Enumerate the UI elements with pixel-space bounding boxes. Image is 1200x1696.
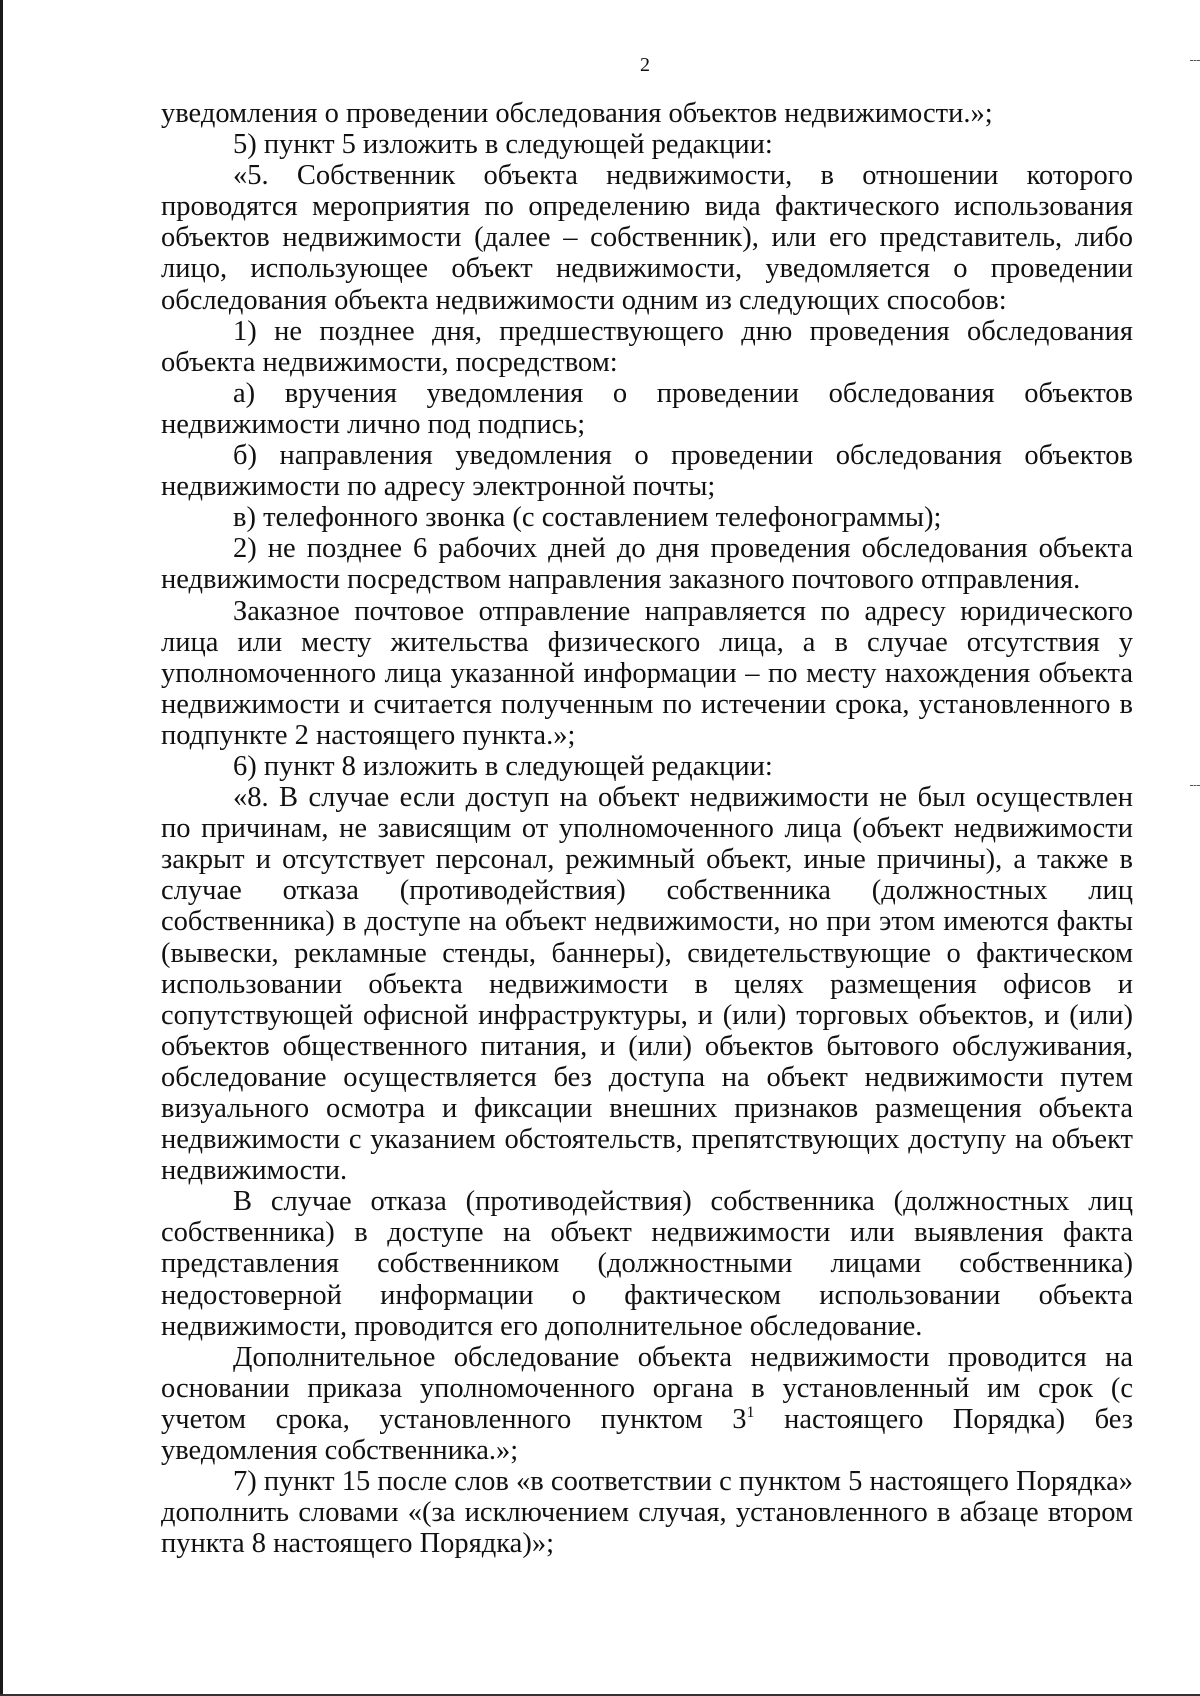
paragraph-7: в) телефонного звонка (с составлением телефонограммы); (233, 502, 942, 534)
paragraph-4: 1) не позднее дня, предшествующего дню проведения обследования объекта недвижимости, посредством: (161, 315, 1133, 378)
paragraph-6: б) направления уведомления о проведении обследования объектов недвижимости по адресу электронной почты; (161, 440, 1133, 503)
paragraph-2: 5) пункт 5 изложить в следующей редакции: (233, 129, 773, 161)
paragraph-11: «8. В случае если доступ на объект недвижимости не был осуществлен по причинам, не зависящим от уполномоченного лица (объект недвижимости закрыт и отсутствует персонал, режимный объект, иные причины), а также в случае отказа (противодействия) собственника (должностных лиц собственника) в доступе на объект недвижимости, но при этом имеются факты (вывески, рекламные стенды, баннеры), свидетельствующие о фактическом использовании объекта недвижимости в целях размещения офисов и сопутствующей офисной инфраструктуры, и (или) торговых объектов, и (или) объектов общественного питания, и (или) объектов бытового обслуживания, обследование осуществляется без доступа на объект недвижимости путем визуального осмотра и фиксации внешних признаков размещения объекта недвижимости с указанием обстоятельств, препятствующих доступу на объект недвижимости. (161, 782, 1133, 1187)
paragraph-14: 7) пункт 15 после слов «в соответствии с пунктом 5 настоящего Порядка» дополнить словами «(за исключением случая, установленного в абзаце втором пункта 8 настоящего Порядка)»; (161, 1466, 1133, 1560)
document-body (161, 98, 1133, 1559)
paragraph-12: В случае отказа (противодействия) собственника (должностных лиц собственника) в доступе на объект недвижимости или выявления факта представления собственником (должностными лицами собственника) недостоверной информации о фактическом использовании объекта недвижимости, проводится его дополнительное обследование. (161, 1186, 1133, 1342)
paragraph-9: Заказное почтовое отправление направляется по адресу юридического лица или месту жительства физического лица, а в случае отсутствия у уполномоченного лица указанной информации – по месту нахождения объекта недвижимости и считается полученным по истечении срока, установленного в подпункте 2 настоящего пункта.»; (161, 595, 1133, 751)
page-number: 2 (640, 54, 650, 76)
paragraph-5: а) вручения уведомления о проведении обследования объектов недвижимости лично под подпись; (161, 377, 1133, 440)
scan-margin-mark (1190, 785, 1200, 786)
scan-border-left (0, 0, 3, 1696)
paragraph-1: уведомления о проведении обследования объектов недвижимости.»; (161, 98, 993, 129)
paragraph-13-text-after: настоящего Порядка) без уведомления собственника.»; (161, 1403, 1133, 1467)
paragraph-13 (161, 1342, 1133, 1466)
paragraph-8: 2) не позднее 6 рабочих дней до дня проведения обследования объекта недвижимости посредством направления заказного почтового отправления. (161, 533, 1133, 596)
paragraph-10: 6) пункт 8 изложить в следующей редакции: (233, 750, 773, 782)
paragraph-13-superscript: 1 (746, 1403, 755, 1421)
paragraph-13-text-before: Дополнительное обследование объекта недвижимости проводится на основании приказа уполномоченного органа в установленный им срок (с учетом срока, установленного пунктом 3 (161, 1341, 1133, 1435)
paragraph-3: «5. Собственник объекта недвижимости, в отношении которого проводятся мероприятия по определению вида фактического использования объектов недвижимости (далее – собственник), или его представитель, либо лицо, использующее объект недвижимости, уведомляется о проведении обследования объекта недвижимости одним из следующих способов: (161, 160, 1133, 316)
